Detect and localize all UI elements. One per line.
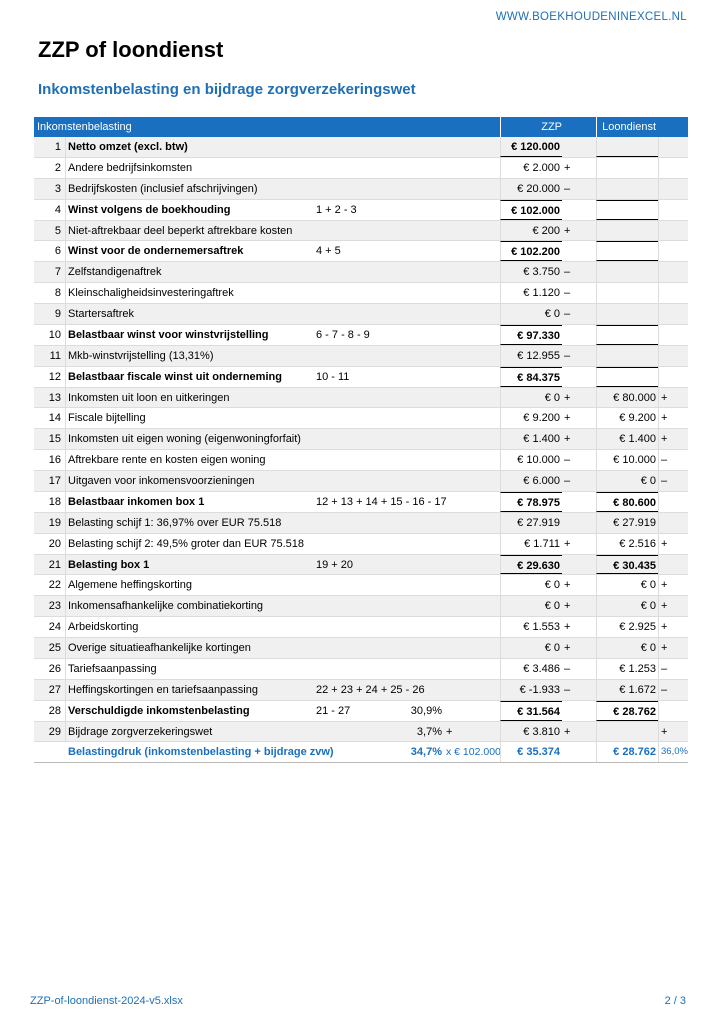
table-row	[34, 429, 688, 450]
summary-pct: 34,7%	[410, 746, 442, 759]
loondienst-operator	[658, 555, 688, 575]
loondienst-operator	[658, 325, 688, 345]
row-percentage	[402, 346, 442, 366]
table-row	[34, 471, 688, 492]
row-percentage	[402, 179, 442, 199]
loondienst-operator: +	[658, 722, 688, 742]
zzp-operator: +	[564, 224, 571, 237]
loondienst-operator: +	[658, 596, 688, 616]
row-percentage	[402, 492, 442, 512]
row-label: Belastbaar inkomen box 1	[68, 495, 205, 508]
footer-filename: ZZP-of-loondienst-2024-v5.xlsx	[30, 995, 183, 1007]
row-label: Fiscale bijtelling	[68, 412, 146, 425]
zzp-operator: –	[564, 287, 571, 300]
row-label: Arbeidskorting	[68, 621, 139, 634]
row-number: 13	[34, 388, 66, 408]
table-row	[34, 179, 688, 200]
zzp-value: € 102.000	[500, 200, 562, 220]
row-number: 5	[34, 221, 66, 241]
row-percentage	[402, 388, 442, 408]
zzp-value: € 2.000	[500, 158, 562, 178]
row-percentage	[402, 262, 442, 282]
zzp-value: € 0	[500, 388, 562, 408]
loondienst-value	[596, 241, 658, 261]
row-number: 28	[34, 701, 66, 721]
row-number: 29	[34, 722, 66, 742]
table-row	[34, 283, 688, 304]
table-row	[34, 262, 688, 283]
zzp-value: € 9.200	[500, 408, 562, 428]
loondienst-operator	[658, 200, 688, 220]
summary-label: Belastingdruk (inkomstenbelasting + bijdrage zvw)	[68, 746, 334, 759]
zzp-value: € -1.933	[500, 680, 562, 700]
table-body	[34, 137, 688, 742]
page-title: ZZP of loondienst	[38, 37, 224, 62]
loondienst-value: € 80.600	[596, 492, 658, 512]
row-formula: 12 + 13 + 14 + 15 - 16 - 17	[316, 495, 447, 508]
table-header	[34, 117, 688, 137]
loondienst-value	[596, 262, 658, 282]
loondienst-value: € 0	[596, 596, 658, 616]
table-row	[34, 534, 688, 555]
loondienst-value: € 2.516	[596, 534, 658, 554]
zzp-operator: +	[564, 537, 571, 550]
row-label: Tariefsaanpassing	[68, 662, 157, 675]
table-row	[34, 555, 688, 576]
row-label: Inkomsten uit eigen woning (eigenwoningforfait)	[68, 433, 301, 446]
zzp-value: € 20.000	[500, 179, 562, 199]
row-number: 24	[34, 617, 66, 637]
row-extra: +	[446, 725, 453, 738]
loondienst-operator	[658, 346, 688, 366]
zzp-value: € 0	[500, 575, 562, 595]
zzp-operator	[562, 701, 596, 721]
row-label: Bedrijfskosten (inclusief afschrijvingen)	[68, 182, 258, 195]
loondienst-value: € 30.435	[596, 555, 658, 575]
zzp-value: € 102.200	[500, 241, 562, 261]
row-label: Heffingskortingen en tariefsaanpassing	[68, 683, 258, 696]
row-formula: 21 - 27	[316, 704, 351, 717]
zzp-operator: +	[564, 642, 571, 654]
row-percentage	[402, 617, 442, 637]
loondienst-operator: +	[658, 638, 688, 658]
zzp-operator: +	[564, 579, 571, 592]
loondienst-value: € 2.925	[596, 617, 658, 637]
loondienst-value: € 0	[596, 471, 658, 491]
loondienst-value	[596, 722, 658, 742]
zzp-value: € 1.400	[500, 429, 562, 449]
loondienst-value	[596, 304, 658, 324]
zzp-operator	[562, 137, 596, 157]
loondienst-value	[596, 325, 658, 345]
loondienst-value	[596, 221, 658, 241]
zzp-operator: –	[564, 266, 571, 279]
table-row	[34, 513, 688, 534]
header-loondienst: Loondienst	[596, 117, 688, 137]
loondienst-value: € 9.200	[596, 408, 658, 428]
loondienst-value: € 1.672	[596, 680, 658, 700]
row-label: Winst voor de ondernemersaftrek	[68, 245, 244, 258]
table-row	[34, 137, 688, 158]
zzp-operator: –	[564, 683, 571, 696]
row-number: 17	[34, 471, 66, 491]
zzp-operator	[562, 325, 596, 345]
row-formula: 1 + 2 - 3	[316, 203, 357, 216]
table-row	[34, 346, 688, 367]
row-formula: 10 - 11	[316, 370, 350, 383]
row-percentage: 30,9%	[410, 704, 442, 717]
table-row	[34, 200, 688, 221]
zzp-operator	[562, 555, 596, 575]
loondienst-operator: +	[658, 429, 688, 449]
table-row	[34, 367, 688, 388]
row-percentage	[402, 325, 442, 345]
row-percentage	[402, 200, 442, 220]
row-percentage	[402, 408, 442, 428]
zzp-operator	[562, 367, 596, 387]
row-label: Mkb-winstvrijstelling (13,31%)	[68, 349, 214, 362]
loondienst-value: € 0	[596, 638, 658, 658]
row-percentage	[402, 596, 442, 616]
loondienst-value: € 10.000	[596, 450, 658, 470]
zzp-value: € 10.000	[500, 450, 562, 470]
row-formula: 4 + 5	[316, 245, 341, 258]
row-number: 16	[34, 450, 66, 470]
loondienst-value	[596, 283, 658, 303]
table-row	[34, 304, 688, 325]
row-formula: 19 + 20	[316, 558, 354, 571]
row-number: 3	[34, 179, 66, 199]
zzp-value: € 0	[500, 304, 562, 324]
row-percentage	[402, 638, 442, 658]
row-label: Belasting schijf 1: 36,97% over EUR 75.518	[68, 516, 282, 529]
row-label: Belastbaar fiscale winst uit onderneming	[68, 370, 282, 383]
row-label: Overige situatieafhankelijke kortingen	[68, 642, 251, 654]
row-number: 20	[34, 534, 66, 554]
table-row	[34, 325, 688, 346]
row-percentage	[402, 137, 442, 157]
row-number: 6	[34, 241, 66, 261]
loondienst-value	[596, 179, 658, 199]
loondienst-operator	[658, 304, 688, 324]
zzp-value: € 6.000	[500, 471, 562, 491]
row-percentage	[402, 555, 442, 575]
table-row	[34, 575, 688, 596]
loondienst-operator: –	[658, 659, 688, 679]
table-row	[34, 596, 688, 617]
row-number: 7	[34, 262, 66, 282]
row-number: 8	[34, 283, 66, 303]
row-formula: 6 - 7 - 8 - 9	[316, 328, 370, 341]
zzp-operator: –	[564, 662, 571, 675]
zzp-operator	[562, 200, 596, 220]
loondienst-operator	[658, 701, 688, 721]
zzp-value: € 12.955	[500, 346, 562, 366]
loondienst-operator	[658, 221, 688, 241]
row-label: Netto omzet (excl. btw)	[68, 141, 188, 153]
loondienst-operator	[658, 158, 688, 178]
zzp-value: € 0	[500, 596, 562, 616]
zzp-operator	[562, 513, 596, 533]
row-percentage	[402, 534, 442, 554]
zzp-operator: +	[564, 621, 571, 634]
row-percentage: 3,7%	[416, 725, 442, 738]
zzp-value: € 84.375	[500, 367, 562, 387]
row-number: 26	[34, 659, 66, 679]
row-label: Zelfstandigenaftrek	[68, 266, 162, 279]
table-row	[34, 617, 688, 638]
loondienst-value: € 1.253	[596, 659, 658, 679]
summary-row	[34, 742, 688, 763]
loondienst-operator	[658, 492, 688, 512]
zzp-value: € 29.630	[500, 555, 562, 575]
loondienst-operator	[658, 283, 688, 303]
zzp-operator	[562, 241, 596, 261]
summary-zzp: € 35.374	[500, 742, 562, 762]
row-percentage	[402, 241, 442, 261]
zzp-operator: –	[564, 182, 571, 195]
row-number: 14	[34, 408, 66, 428]
row-percentage	[402, 304, 442, 324]
table-row	[34, 680, 688, 701]
zzp-operator: –	[564, 454, 571, 467]
zzp-operator	[562, 492, 596, 512]
loondienst-operator: +	[658, 388, 688, 408]
table-row	[34, 722, 688, 743]
row-percentage	[402, 471, 442, 491]
row-number: 11	[34, 346, 66, 366]
row-number: 21	[34, 555, 66, 575]
loondienst-operator	[658, 513, 688, 533]
zzp-value: € 3.750	[500, 262, 562, 282]
summary-loondienst: € 28.762	[596, 742, 658, 762]
table-row	[34, 158, 688, 179]
row-label: Startersaftrek	[68, 308, 135, 320]
row-number: 9	[34, 304, 66, 324]
table-row	[34, 241, 688, 262]
row-number: 1	[34, 137, 66, 157]
loondienst-value: € 80.000	[596, 388, 658, 408]
row-number: 18	[34, 492, 66, 512]
row-label: Inkomensafhankelijke combinatiekorting	[68, 600, 264, 613]
row-label: Inkomsten uit loon en uitkeringen	[68, 391, 230, 404]
table-row	[34, 221, 688, 242]
zzp-value: € 97.330	[500, 325, 562, 345]
zzp-operator: –	[564, 349, 571, 362]
table-row	[34, 701, 688, 722]
row-label: Kleinschaligheidsinvesteringaftrek	[68, 287, 234, 300]
table-row	[34, 408, 688, 429]
row-percentage	[402, 575, 442, 595]
loondienst-value	[596, 367, 658, 387]
summary-multiplier: x € 102.000	[446, 746, 501, 759]
header-zzp: ZZP	[500, 117, 596, 137]
loondienst-operator	[658, 262, 688, 282]
loondienst-value: € 1.400	[596, 429, 658, 449]
zzp-value: € 200	[500, 221, 562, 241]
table-row	[34, 388, 688, 409]
loondienst-value: € 0	[596, 575, 658, 595]
row-number: 22	[34, 575, 66, 595]
row-percentage	[402, 450, 442, 470]
row-number: 4	[34, 200, 66, 220]
zzp-operator: +	[564, 433, 571, 446]
zzp-value: € 120.000	[500, 137, 562, 157]
row-number: 12	[34, 367, 66, 387]
loondienst-operator	[658, 367, 688, 387]
row-label: Algemene heffingskorting	[68, 579, 192, 592]
table-row	[34, 659, 688, 680]
table-row	[34, 638, 688, 659]
loondienst-operator: –	[658, 471, 688, 491]
row-number: 27	[34, 680, 66, 700]
loondienst-operator	[658, 241, 688, 261]
row-label: Aftrekbare rente en kosten eigen woning	[68, 454, 266, 467]
row-number: 23	[34, 596, 66, 616]
loondienst-value	[596, 158, 658, 178]
loondienst-value	[596, 137, 658, 157]
row-percentage	[402, 158, 442, 178]
loondienst-operator: +	[658, 534, 688, 554]
row-label: Verschuldigde inkomstenbelasting	[68, 704, 250, 717]
loondienst-operator: +	[658, 408, 688, 428]
zzp-operator: –	[564, 308, 571, 320]
row-label: Belasting box 1	[68, 558, 150, 571]
row-label: Belasting schijf 2: 49,5% groter dan EUR 75.518	[68, 537, 305, 550]
row-percentage	[402, 367, 442, 387]
loondienst-operator	[658, 137, 688, 157]
row-label: Bijdrage zorgverzekeringswet	[68, 725, 213, 738]
row-formula: 22 + 23 + 24 + 25 - 26	[316, 683, 425, 696]
footer-page-number: 2 / 3	[664, 995, 686, 1007]
zzp-value: € 3.486	[500, 659, 562, 679]
zzp-operator: +	[564, 600, 571, 613]
row-label: Winst volgens de boekhouding	[68, 203, 231, 216]
zzp-value: € 1.120	[500, 283, 562, 303]
loondienst-value: € 27.919	[596, 513, 658, 533]
loondienst-operator: –	[658, 680, 688, 700]
zzp-operator: +	[564, 391, 571, 404]
zzp-value: € 78.975	[500, 492, 562, 512]
loondienst-operator	[658, 179, 688, 199]
row-percentage	[402, 659, 442, 679]
tax-table	[34, 117, 688, 763]
row-percentage	[402, 513, 442, 533]
zzp-value: € 0	[500, 638, 562, 658]
row-label: Uitgaven voor inkomensvoorzieningen	[68, 475, 255, 487]
zzp-operator: +	[564, 161, 571, 174]
zzp-value: € 1.553	[500, 617, 562, 637]
row-label: Andere bedrijfsinkomsten	[68, 161, 193, 174]
row-number: 15	[34, 429, 66, 449]
header-label: Inkomstenbelasting	[37, 121, 132, 133]
loondienst-value	[596, 346, 658, 366]
loondienst-operator: –	[658, 450, 688, 470]
loondienst-operator: +	[658, 575, 688, 595]
loondienst-operator: +	[658, 617, 688, 637]
row-number: 25	[34, 638, 66, 658]
zzp-value: € 31.564	[500, 701, 562, 721]
row-number: 2	[34, 158, 66, 178]
site-url[interactable]: WWW.BOEKHOUDENINEXCEL.NL	[495, 11, 687, 23]
summary-loondienst-pct: 36,0%	[658, 742, 688, 762]
section-subtitle: Inkomstenbelasting en bijdrage zorgverzekeringswet	[38, 81, 416, 98]
row-label: Belastbaar winst voor winstvrijstelling	[68, 328, 269, 341]
row-number: 10	[34, 325, 66, 345]
zzp-operator: +	[564, 412, 571, 425]
row-percentage	[402, 680, 442, 700]
row-percentage	[402, 429, 442, 449]
loondienst-value: € 28.762	[596, 701, 658, 721]
zzp-operator: –	[564, 475, 571, 487]
row-label: Niet-aftrekbaar deel beperkt aftrekbare kosten	[68, 224, 293, 237]
zzp-value: € 3.810	[500, 722, 562, 742]
row-percentage	[402, 283, 442, 303]
zzp-operator: +	[564, 725, 571, 738]
table-row	[34, 450, 688, 471]
row-percentage	[402, 221, 442, 241]
row-number: 19	[34, 513, 66, 533]
zzp-value: € 1.711	[500, 534, 562, 554]
table-row	[34, 492, 688, 513]
loondienst-value	[596, 200, 658, 220]
zzp-value: € 27.919	[500, 513, 562, 533]
